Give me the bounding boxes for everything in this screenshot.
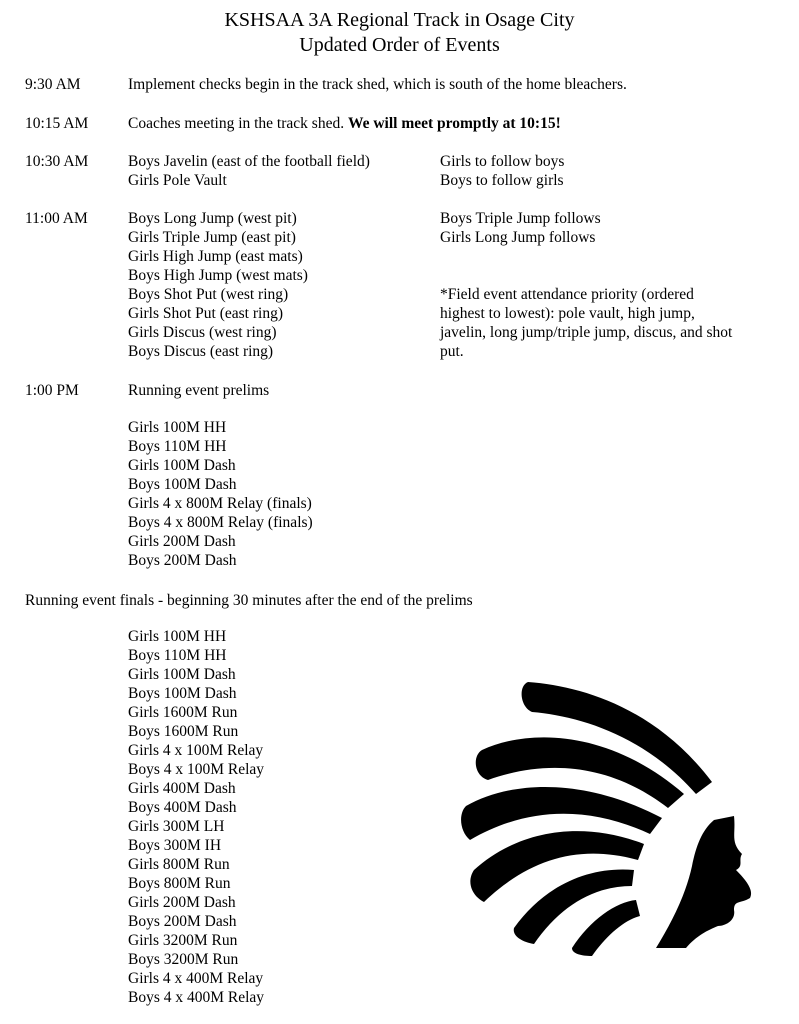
list-item: Girls 400M Dash bbox=[128, 780, 236, 797]
list-item: Girls 1600M Run bbox=[128, 704, 238, 721]
coaches-text bbox=[128, 114, 561, 133]
list-item: Girls 100M Dash bbox=[128, 457, 236, 474]
coaches-text-bold: We will meet promptly at 10:15! bbox=[347, 115, 561, 132]
list-item: Girls High Jump (east mats) bbox=[128, 248, 303, 265]
list-item: Girls 100M HH bbox=[128, 419, 227, 436]
javelin-time: 10:30 AM bbox=[25, 153, 89, 170]
field-events-list bbox=[128, 209, 308, 361]
list-item: Boys Triple Jump follows bbox=[440, 210, 601, 227]
indian-head-logo-icon bbox=[460, 680, 760, 960]
list-item: Girls to follow boys bbox=[440, 153, 565, 170]
implement-text: Implement checks begin in the track shed, which is south of the home bleachers. bbox=[128, 76, 627, 93]
list-item: Boys 100M Dash bbox=[128, 476, 237, 493]
list-item: Girls 3200M Run bbox=[128, 932, 238, 949]
list-item: Boys Discus (east ring) bbox=[128, 343, 274, 360]
list-item: Boys 4 x 100M Relay bbox=[128, 761, 265, 778]
list-item: Boys 3200M Run bbox=[128, 951, 239, 968]
list-item: Boys 400M Dash bbox=[128, 799, 237, 816]
prelims-heading: Running event prelims bbox=[128, 382, 270, 399]
list-item: Girls 200M Dash bbox=[128, 533, 236, 550]
document-subtitle: Updated Order of Events bbox=[299, 34, 500, 56]
field-notes-list bbox=[440, 209, 601, 247]
document-title: KSHSAA 3A Regional Track in Osage City bbox=[224, 9, 575, 31]
list-item: Girls Discus (west ring) bbox=[128, 324, 277, 341]
field-time: 11:00 AM bbox=[25, 210, 88, 227]
list-item: Boys to follow girls bbox=[440, 172, 564, 189]
list-item: Girls 4 x 100M Relay bbox=[128, 742, 264, 759]
list-item: Girls Triple Jump (east pit) bbox=[128, 229, 296, 246]
list-item: Boys 4 x 400M Relay bbox=[128, 989, 265, 1006]
implement-time: 9:30 AM bbox=[25, 76, 81, 93]
list-item: Girls Shot Put (east ring) bbox=[128, 305, 283, 322]
list-item: Boys 1600M Run bbox=[128, 723, 239, 740]
finals-events-list bbox=[128, 627, 264, 1007]
list-item: Girls Pole Vault bbox=[128, 172, 227, 189]
list-item: Boys Javelin (east of the football field) bbox=[128, 153, 370, 170]
prelims-time: 1:00 PM bbox=[25, 382, 79, 399]
priority-note: *Field event attendance priority (ordered highest to lowest): pole vault, high jump, javelin, long jump/triple jump, discus, and shot put. bbox=[440, 286, 733, 360]
list-item: Boys 110M HH bbox=[128, 647, 227, 664]
list-item: Boys 300M IH bbox=[128, 837, 222, 854]
javelin-notes-list bbox=[440, 152, 564, 190]
prelims-events-list bbox=[128, 418, 313, 570]
list-item: Girls 100M Dash bbox=[128, 666, 236, 683]
list-item: Girls 4 x 800M Relay (finals) bbox=[128, 495, 312, 512]
list-item: Boys 4 x 800M Relay (finals) bbox=[128, 514, 313, 531]
finals-heading: Running event finals - beginning 30 minutes after the end of the prelims bbox=[25, 592, 473, 609]
list-item: Boys 200M Dash bbox=[128, 552, 237, 569]
coaches-time: 10:15 AM bbox=[25, 115, 89, 132]
list-item: Boys Long Jump (west pit) bbox=[128, 210, 297, 227]
list-item: Boys High Jump (west mats) bbox=[128, 267, 308, 284]
list-item: Girls 300M LH bbox=[128, 818, 225, 835]
list-item: Girls Long Jump follows bbox=[440, 229, 596, 246]
coaches-text-plain: Coaches meeting in the track shed. bbox=[128, 115, 348, 132]
list-item: Boys Shot Put (west ring) bbox=[128, 286, 289, 303]
list-item: Boys 110M HH bbox=[128, 438, 227, 455]
list-item: Girls 4 x 400M Relay bbox=[128, 970, 264, 987]
list-item: Girls 100M HH bbox=[128, 628, 227, 645]
list-item: Boys 800M Run bbox=[128, 875, 231, 892]
list-item: Girls 200M Dash bbox=[128, 894, 236, 911]
javelin-events-list bbox=[128, 152, 370, 190]
list-item: Boys 100M Dash bbox=[128, 685, 237, 702]
list-item: Girls 800M Run bbox=[128, 856, 230, 873]
list-item: Boys 200M Dash bbox=[128, 913, 237, 930]
